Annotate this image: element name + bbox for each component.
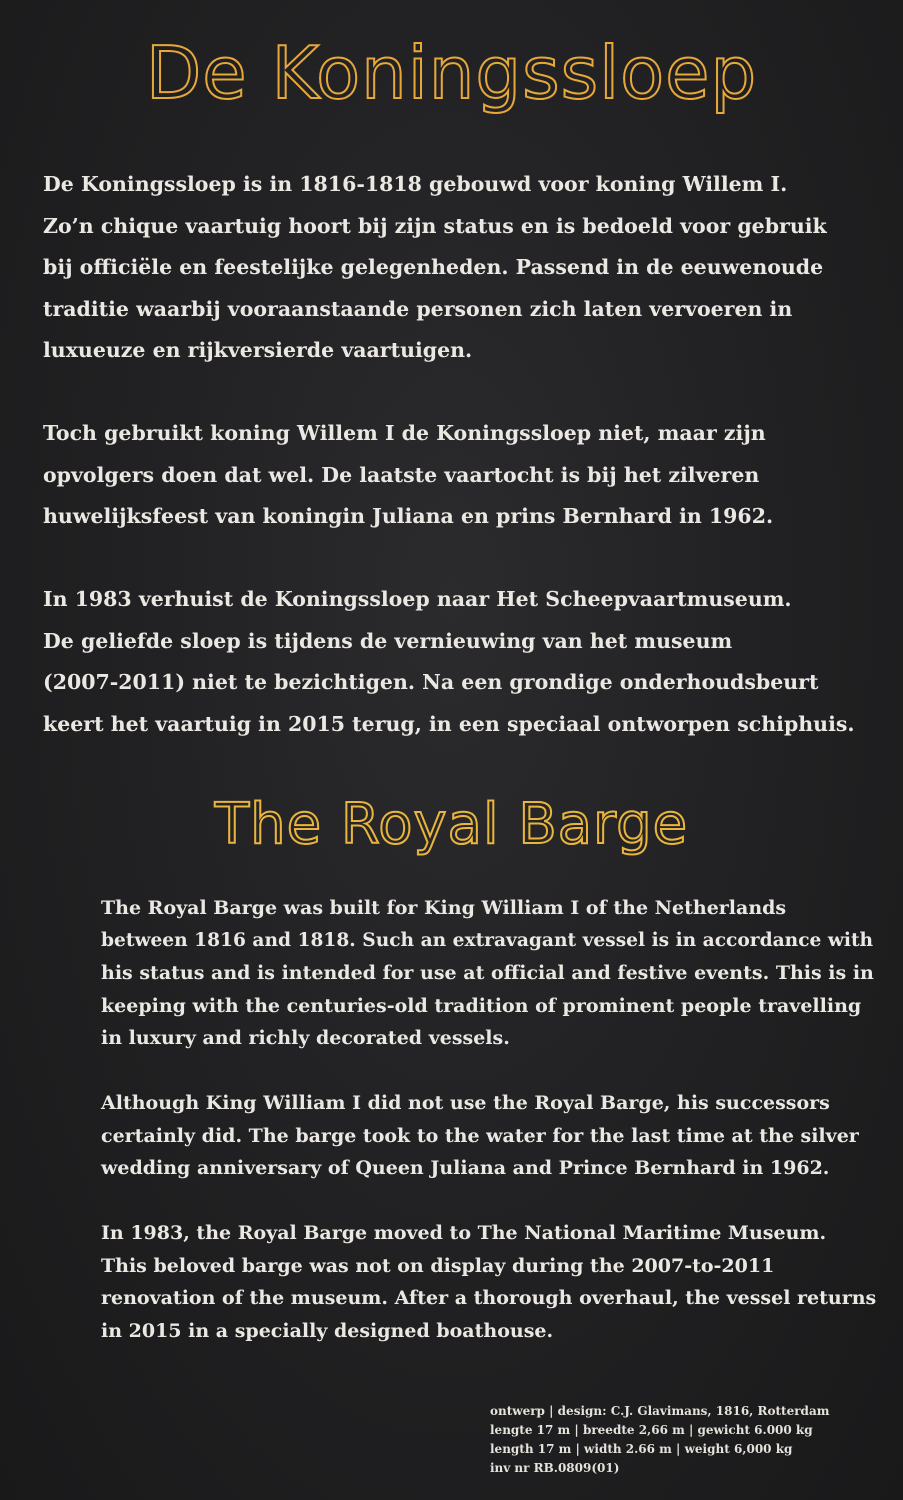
text-line: De geliefde sloep is tijdens de vernieuwing van het museum — [43, 628, 733, 653]
text-line: in 2015 in a specially designed boathouse. — [101, 1319, 554, 1342]
spec-line: length 17 m | width 2.66 m | weight 6,000 kg — [490, 1442, 793, 1456]
text-line: keeping with the centuries-old tradition of prominent people travelling — [101, 994, 862, 1017]
english-paragraph-1 — [101, 892, 881, 1055]
dutch-paragraph-1 — [43, 164, 888, 372]
text-line: Although King William I did not use the Royal Barge, his successors — [101, 1092, 830, 1114]
text-line: Toch gebruikt koning Willem I de Koningssloep niet, maar zijn — [43, 421, 766, 445]
dutch-title: De Koningssloep — [145, 31, 758, 115]
dutch-text — [43, 164, 888, 745]
english-text — [101, 892, 881, 1347]
spec-line: lengte 17 m | breedte 2,66 m | gewicht 6.000 kg — [490, 1423, 813, 1437]
text-line: (2007-2011) niet te bezichtigen. Na een grondige onderhoudsbeurt — [43, 670, 819, 694]
text-line: De Koningssloep is in 1816-1818 gebouwd voor koning Willem I. — [43, 172, 788, 196]
text-line: his status and is intended for use at official and festive events. This is in — [101, 962, 874, 984]
text-line: renovation of the museum. After a thorough overhaul, the vessel returns — [101, 1287, 877, 1309]
specifications — [490, 1402, 890, 1478]
english-paragraph-3 — [101, 1217, 881, 1347]
text-line: huwelijksfeest van koningin Juliana en prins Bernhard in 1962. — [43, 504, 774, 528]
text-line: certainly did. The barge took to the water for the last time at the silver — [101, 1124, 859, 1147]
dutch-paragraph-3 — [43, 579, 888, 745]
dutch-paragraph-2 — [43, 413, 888, 538]
text-line: in luxury and richly decorated vessels. — [101, 1027, 510, 1049]
english-paragraph-2 — [101, 1087, 881, 1185]
text-line: Zo’n chique vaartuig hoort bij zijn status en is bedoeld voor gebruik — [43, 213, 827, 238]
text-line: luxueuze en rijkversierde vaartuigen. — [43, 338, 473, 362]
spec-line: inv nr RB.0809(01) — [490, 1461, 620, 1475]
text-line: The Royal Barge was built for King William I of the Netherlands — [101, 897, 787, 919]
english-title: The Royal Barge — [214, 792, 689, 857]
text-line: This beloved barge was not on display during the 2007-to-2011 — [101, 1254, 775, 1277]
text-line: keert het vaartuig in 2015 terug, in een speciaal ontworpen schiphuis. — [43, 711, 855, 736]
text-line: bij officiële en feestelijke gelegenheden. Passend in de eeuwenoude — [43, 255, 824, 279]
text-line: In 1983, the Royal Barge moved to The National Maritime Museum. — [101, 1222, 827, 1244]
text-line: opvolgers doen dat wel. De laatste vaartocht is bij het zilveren — [43, 462, 760, 487]
spec-line: ontwerp | design: C.J. Glavimans, 1816, Rotterdam — [490, 1404, 830, 1418]
text-line: In 1983 verhuist de Koningssloep naar Het Scheepvaartmuseum. — [43, 587, 792, 611]
text-line: between 1816 and 1818. Such an extravagant vessel is in accordance with — [101, 929, 874, 951]
text-line: wedding anniversary of Queen Juliana and Prince Bernhard in 1962. — [101, 1157, 830, 1179]
text-line: traditie waarbij vooraanstaande personen zich laten vervoeren in — [43, 296, 793, 321]
